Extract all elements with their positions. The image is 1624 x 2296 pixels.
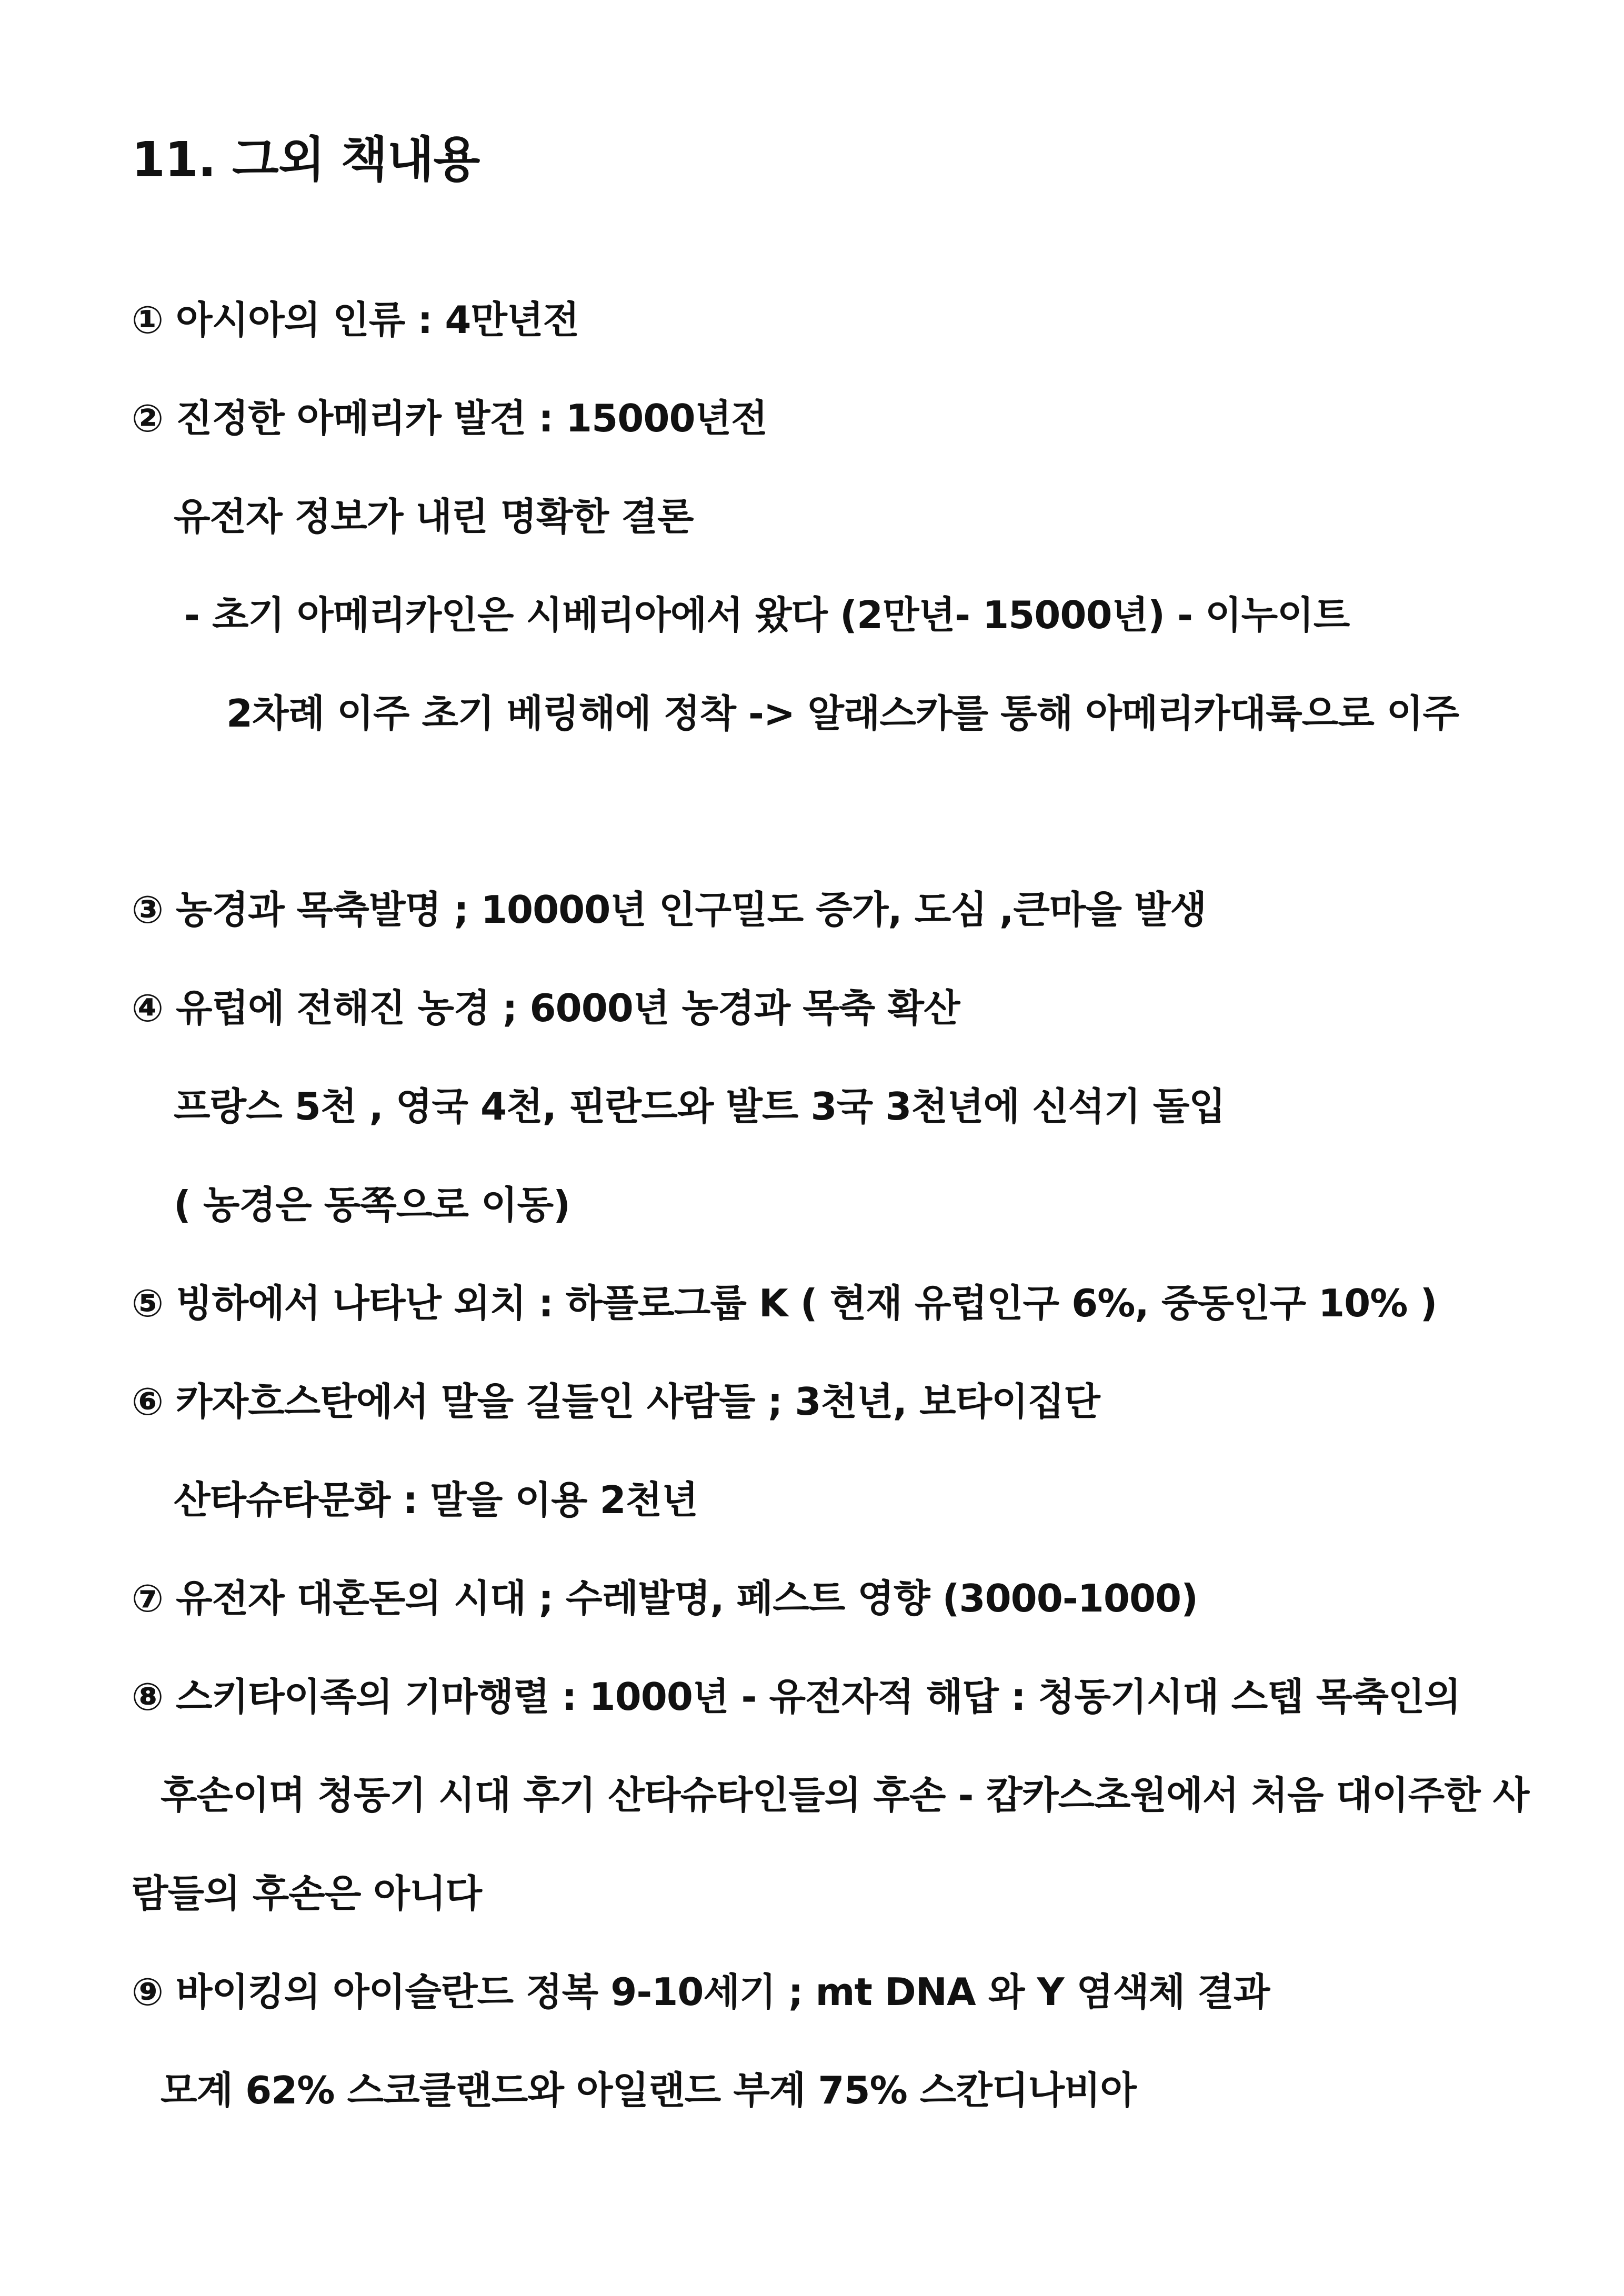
list-item-4-note-2: ( 농경은 동쪽으로 이동)	[174, 1183, 570, 1227]
list-item-7: ⑦ 유전자 대혼돈의 시대 ; 수레발명, 페스트 영향 (3000-1000)	[132, 1576, 1198, 1620]
list-item-9-note: 모계 62% 스코클랜드와 아일랜드 부계 75% 스칸디나비아	[161, 2068, 1137, 2112]
list-item-3: ③ 농경과 목축발명 ; 10000년 인구밀도 증가, 도심 ,큰마을 발생	[132, 888, 1207, 932]
list-item-6-note: 산타슈타문화 : 말을 이용 2천년	[174, 1478, 698, 1522]
list-item-1: ① 아시아의 인류 : 4만년전	[132, 298, 579, 342]
list-item-8-cont: 후손이며 청동기 시대 후기 산타슈타인들의 후손 - 캅카스초원에서 처음 대이주한 사	[161, 1773, 1529, 1817]
list-item-5: ⑤ 빙하에서 나타난 외치 : 하플로그룹 K ( 현재 유럽인구 6%, 중동인구 10% )	[132, 1281, 1437, 1325]
list-item-8: ⑧ 스키타이족의 기마행렬 : 1000년 - 유전자적 해답 : 청동기시대 스텝 목축인의	[132, 1675, 1461, 1719]
list-item-9: ⑨ 바이킹의 아이슬란드 정복 9-10세기 ; mt DNA 와 Y 염색체 결과	[132, 1970, 1270, 2014]
list-item-4-note: 프랑스 5천 , 영국 4천, 핀란드와 발트 3국 3천년에 신석기 돌입	[174, 1084, 1225, 1129]
list-item-6: ⑥ 카자흐스탄에서 말을 길들인 사람들 ; 3천년, 보타이집단	[132, 1379, 1100, 1424]
list-item-2-bullet-cont: 2차례 이주 초기 베링해에 정착 -> 알래스카를 통해 아메리카대륙으로 이주	[226, 691, 1459, 736]
list-item-2-note: 유전자 정보가 내린 명확한 결론	[174, 495, 694, 539]
list-item-2-bullet: - 초기 아메리카인은 시베리아에서 왔다 (2만년- 15000년) - 이누이트	[184, 593, 1350, 637]
list-item-4: ④ 유럽에 전해진 농경 ; 6000년 농경과 목축 확산	[132, 986, 960, 1030]
list-item-8-cont-2: 람들의 후손은 아니다	[132, 1871, 482, 1916]
list-item-2: ② 진정한 아메리카 발견 : 15000년전	[132, 396, 767, 440]
page-title: 11. 그외 책내용	[132, 132, 480, 188]
